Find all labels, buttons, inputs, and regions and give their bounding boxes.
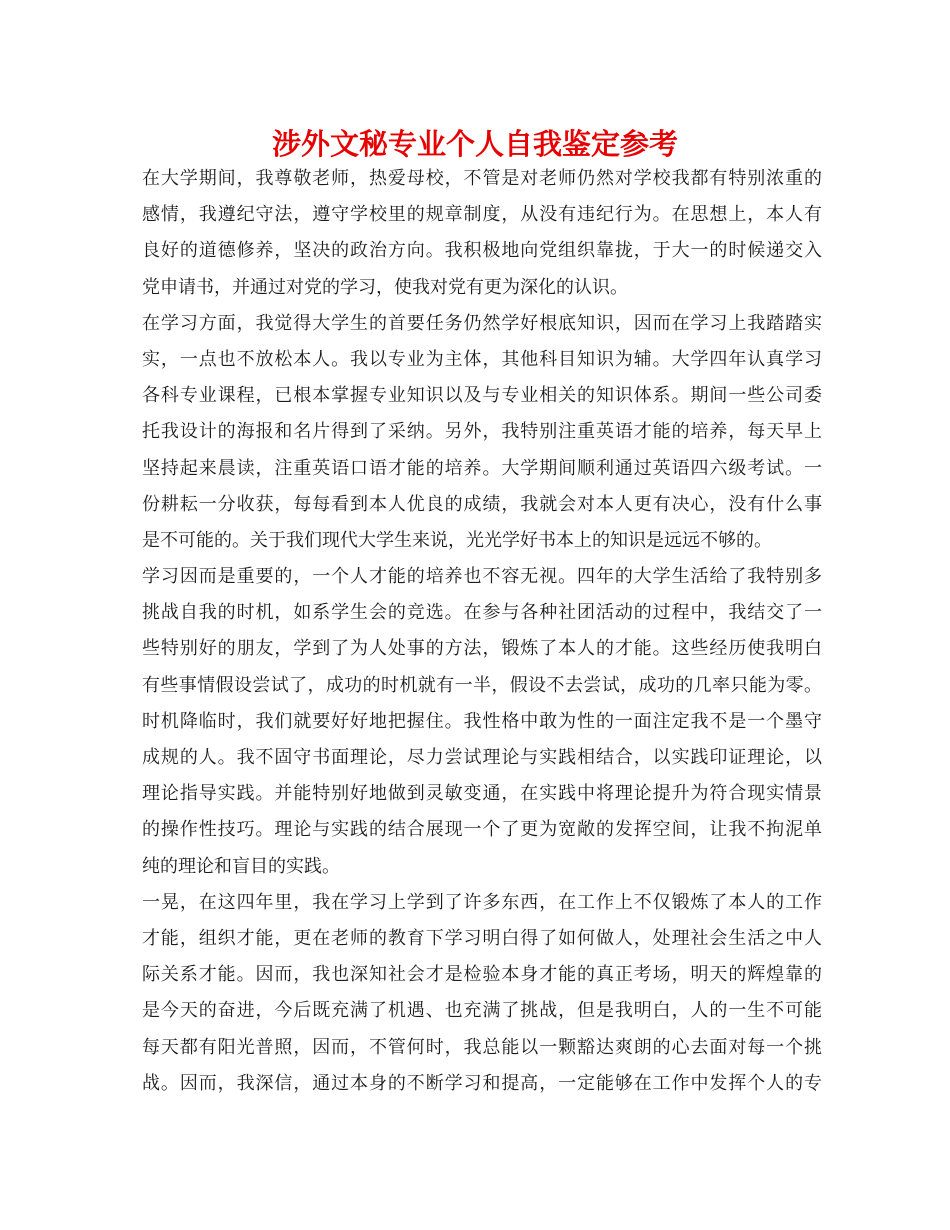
body-line: 每天都有阳光普照，因而，不管何时，我总能以一颗豁达爽朗的心去面对每一个挑 xyxy=(142,1036,822,1058)
body-line: 各科专业课程，已根本掌握专业知识以及与专业相关的知识体系。期间一些公司委 xyxy=(142,385,822,407)
body-line: 是不可能的。关于我们现代大学生来说，光光学好书本上的知识是远远不够的。 xyxy=(142,529,772,551)
body-line: 托我设计的海报和名片得到了采纳。另外，我特别注重英语才能的培养，每天早上 xyxy=(142,421,822,443)
body-line: 些特别好的朋友，学到了为人处事的方法，锻炼了本人的才能。这些经历使我明白 xyxy=(142,638,822,660)
body-line: 在大学期间，我尊敬老师，热爱母校，不管是对老师仍然对学校我都有特别浓重的 xyxy=(142,168,822,189)
body-line: 感情，我遵纪守法，遵守学校里的规章制度，从没有违纪行为。在思想上，本人有 xyxy=(142,204,822,226)
body-line: 实，一点也不放松本人。我以专业为主体，其他科目知识为辅。大学四年认真学习 xyxy=(142,348,822,370)
body-line: 坚持起来晨读，注重英语口语才能的培养。大学期间顺利通过英语四六级考试。一 xyxy=(142,457,822,479)
body-line: 一晃，在这四年里，我在学习上学到了许多东西，在工作上不仅锻炼了本人的工作 xyxy=(142,891,822,913)
document-title: 涉外文秘专业个人自我鉴定参考 xyxy=(271,127,678,161)
body-line: 是今天的奋进，今后既充满了机遇、也充满了挑战，但是我明白，人的一生不可能 xyxy=(142,1000,822,1022)
body-line: 理论指导实践。并能特别好地做到灵敏变通，在实践中将理论提升为符合现实情景 xyxy=(142,783,822,805)
body-line: 的操作性技巧。理论与实践的结合展现一个了更为宽敞的发挥空间，让我不拘泥单 xyxy=(142,819,822,841)
body-line: 份耕耘一分收获，每每看到本人优良的成绩，我就会对本人更有决心，没有什么事 xyxy=(142,493,822,515)
body-line: 际关系才能。因而，我也深知社会才是检验本身才能的真正考场，明天的辉煌靠的 xyxy=(142,964,822,986)
body-line: 才能，组织才能，更在老师的教育下学习明白得了如何做人，处理社会生活之中人 xyxy=(142,927,822,949)
body-line: 学习因而是重要的，一个人才能的培养也不容无视。四年的大学生活给了我特别多 xyxy=(142,566,822,588)
body-line: 有些事情假设尝试了，成功的时机就有一半，假设不去尝试，成功的几率只能为零。 xyxy=(142,674,822,696)
body-line: 战。因而，我深信，通过本身的不断学习和提高，一定能够在工作中发挥个人的专 xyxy=(142,1072,822,1094)
body-line: 时机降临时，我们就要好好地把握住。我性格中敢为性的一面注定我不是一个墨守 xyxy=(142,710,822,732)
body-line: 挑战自我的时机，如系学生会的竞选。在参与各种社团活动的过程中，我结交了一 xyxy=(142,602,822,624)
body-line: 纯的理论和盲目的实践。 xyxy=(142,855,340,877)
document-body xyxy=(142,161,822,1102)
body-line: 在学习方面，我觉得大学生的首要任务仍然学好根底知识，因而在学习上我踏踏实 xyxy=(142,312,822,334)
body-line: 党申请书，并通过对党的学习，使我对党有更为深化的认识。 xyxy=(142,276,628,298)
body-line: 良好的道德修养，坚决的政治方向。我积极地向党组织靠拢，于大一的时候递交入 xyxy=(142,240,822,262)
body-line: 成规的人。我不固守书面理论，尽力尝试理论与实践相结合，以实践印证理论，以 xyxy=(142,747,822,768)
